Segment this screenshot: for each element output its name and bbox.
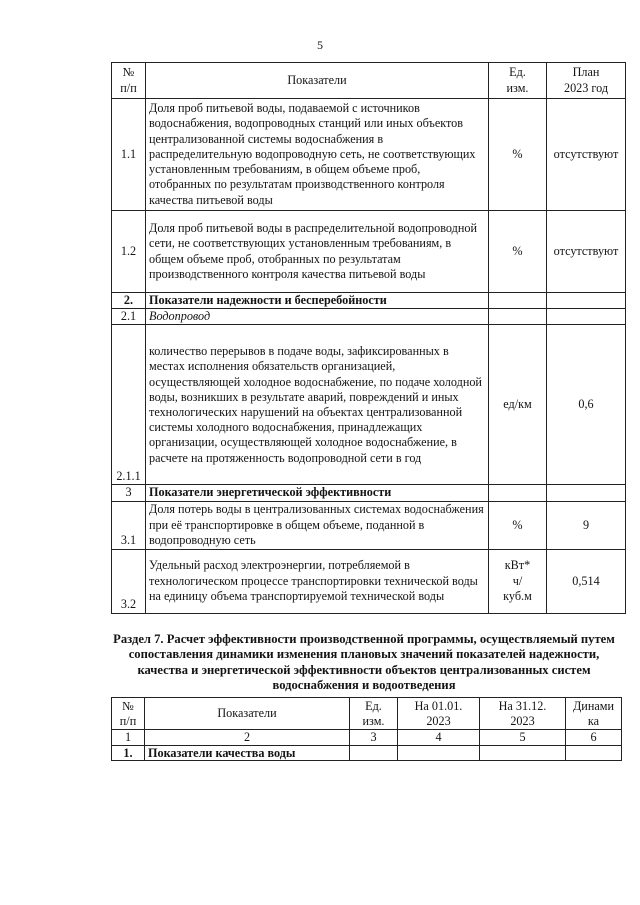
table-row	[112, 485, 626, 501]
row-num: 1.1	[112, 99, 146, 211]
header-name: Показатели	[146, 63, 489, 99]
row-plan	[547, 293, 626, 309]
row-plan: 0,6	[547, 325, 626, 485]
table-row	[112, 325, 626, 485]
table-row	[112, 99, 626, 211]
row-unit: %	[489, 99, 547, 211]
colnum: 2	[145, 730, 350, 746]
header-end: На 31.12. 2023	[480, 698, 566, 730]
row-plan	[547, 309, 626, 325]
colnum: 3	[350, 730, 398, 746]
table-row	[112, 293, 626, 309]
row-plan: 0,514	[547, 549, 626, 613]
row-num: 3.1	[112, 501, 146, 549]
table-row	[112, 549, 626, 613]
row-num: 3.2	[112, 549, 146, 613]
row-num: 2.	[112, 293, 146, 309]
row-name: Показатели энергетической эффективности	[146, 485, 489, 501]
colnum: 5	[480, 730, 566, 746]
table-row	[112, 211, 626, 293]
row-plan: отсутствуют	[547, 99, 626, 211]
header-name: Показатели	[145, 698, 350, 730]
empty-cell	[398, 745, 480, 761]
empty-cell	[480, 745, 566, 761]
row-name: Удельный расход электроэнергии, потребляемой в технологическом процессе транспортировки технической воды на единицу объема транспортируемой технической воды	[146, 549, 489, 613]
row-unit: ед/км	[489, 325, 547, 485]
row-unit	[489, 293, 547, 309]
header-num: № п/п	[112, 698, 145, 730]
row-name: Показатели качества воды	[145, 745, 350, 761]
row-plan: 9	[547, 501, 626, 549]
row-plan	[547, 485, 626, 501]
row-unit: кВт* ч/ куб.м	[489, 549, 547, 613]
colnum: 6	[566, 730, 622, 746]
row-name: Показатели надежности и бесперебойности	[146, 293, 489, 309]
header-start: На 01.01. 2023	[398, 698, 480, 730]
row-num: 2.1.1	[112, 325, 146, 485]
indicators-table	[111, 62, 626, 614]
header-unit: Ед. изм.	[350, 698, 398, 730]
row-name: Водопровод	[146, 309, 489, 325]
row-name: Доля потерь воды в централизованных системах водоснабжения при её транспортировке в общем объеме, поданной в водопроводную сеть	[146, 501, 489, 549]
row-unit: %	[489, 211, 547, 293]
row-unit	[489, 485, 547, 501]
header-num: № п/п	[112, 63, 146, 99]
row-num: 3	[112, 485, 146, 501]
header-plan: План 2023 год	[547, 63, 626, 99]
row-num: 2.1	[112, 309, 146, 325]
row-plan: отсутствуют	[547, 211, 626, 293]
header-dynamics: Динами ка	[566, 698, 622, 730]
colnum: 4	[398, 730, 480, 746]
empty-cell	[350, 745, 398, 761]
row-name: Доля проб питьевой воды, подаваемой с источников водоснабжения, водопроводных станций или иных объектов централизованной системы водоснабжения в распределительную водопроводную сеть, не соответствующих установленным требованиям, в общем объеме проб, отобранных по результатам производственного контроля качества питьевой воды	[146, 99, 489, 211]
table-row	[112, 501, 626, 549]
row-num: 1.	[112, 745, 145, 761]
empty-cell	[566, 745, 622, 761]
row-unit	[489, 309, 547, 325]
row-unit: %	[489, 501, 547, 549]
colnum: 1	[112, 730, 145, 746]
row-name: Доля проб питьевой воды в распределительной водопроводной сети, не соответствующих установленным требованиям, в общем объеме проб, отобранных по результатам производственного контроля качества питьевой воды	[146, 211, 489, 293]
page-number: 5	[317, 38, 323, 52]
table-row	[112, 309, 626, 325]
section-7-title: Раздел 7. Расчет эффективности производственной программы, осуществляемый путем сопоставления динамики изменения плановых значений показателей надежности, качества и энергетической эффективности объектов централизованных систем водоснабжения и водоотведения	[113, 632, 615, 693]
table-header-row	[112, 698, 622, 730]
header-unit: Ед. изм.	[489, 63, 547, 99]
column-numbers-row	[112, 730, 622, 746]
row-name: количество перерывов в подаче воды, зафиксированных в местах исполнения обязательств организацией, осуществляющей холодное водоснабжение, по подаче холодной воды, возникших в результате аварий, повреждений и иных технологических нарушений на объектах централизованной системы холодного водоснабжения, принадлежащих организации, осуществляющей холодное водоснабжение, в расчете на протяженность водопроводной сети в год	[146, 325, 489, 485]
table-row	[112, 745, 622, 761]
table-header-row	[112, 63, 626, 99]
efficiency-table	[111, 697, 622, 761]
row-num: 1.2	[112, 211, 146, 293]
